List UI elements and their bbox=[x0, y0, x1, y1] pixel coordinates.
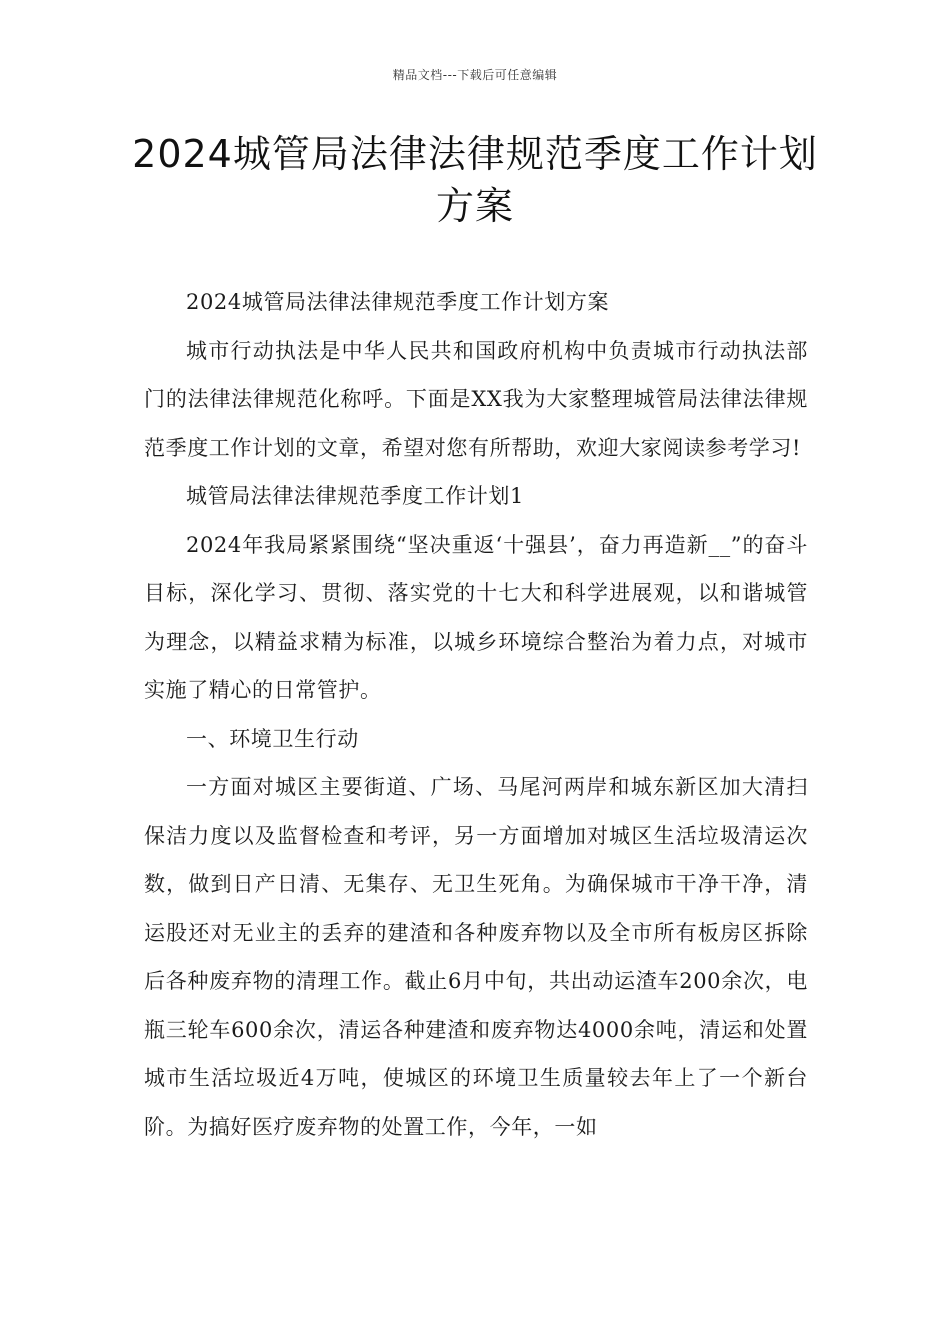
paragraph-subtitle: 2024城管局法律法律规范季度工作计划方案 bbox=[186, 290, 610, 314]
paragraph-sanitation: 一方面对城区主要街道、广场、马尾河两岸和城东新区加大清扫保洁力度以及监督检查和考评，另一方面增加对城区生活垃圾清运次数，做到日产日清、无集存、无卫生死角。为确保城市干净干净，清运股还对无业主的丢弃的建渣和各种废弃物以及全市所有板房区拆除后各种废弃物的清理工作。截止6月中旬，共出动运渣车200余次，电瓶三轮车600余次，清运各种建渣和废弃物达4000余吨，清运和处置城市生活垃圾近4万吨，使城区的环境卫生质量较去年上了一个新台阶。为搞好医疗废弃物的处置工作，今年，一如 bbox=[144, 775, 808, 1139]
section-heading-sanitation: 一、环境卫生行动 bbox=[186, 726, 359, 751]
paragraph-intro: 城市行动执法是中华人民共和国政府机构中负责城市行动执法部门的法律法律规范化称呼。下面是XX我为大家整理城管局法律法律规范季度工作计划的文章，希望对您有所帮助，欢迎大家阅读参考学习! bbox=[144, 338, 808, 460]
document-title: 2024城管局法律法律规范季度工作计划方案 bbox=[132, 132, 818, 228]
header-note: 精品文档---下载后可任意编辑 bbox=[392, 68, 558, 82]
document-body bbox=[144, 278, 808, 1151]
section-heading-plan-1: 城管局法律法律规范季度工作计划1 bbox=[186, 484, 524, 508]
paragraph-overview: 2024年我局紧紧围绕“坚决重返‘十强县’，奋力再造新__”的奋斗目标，深化学习、贯彻、落实党的十七大和科学进展观，以和谐城管为理念，以精益求精为标准，以城乡环境综合整治为着力点，对城市实施了精心的日常管护。 bbox=[144, 532, 808, 702]
